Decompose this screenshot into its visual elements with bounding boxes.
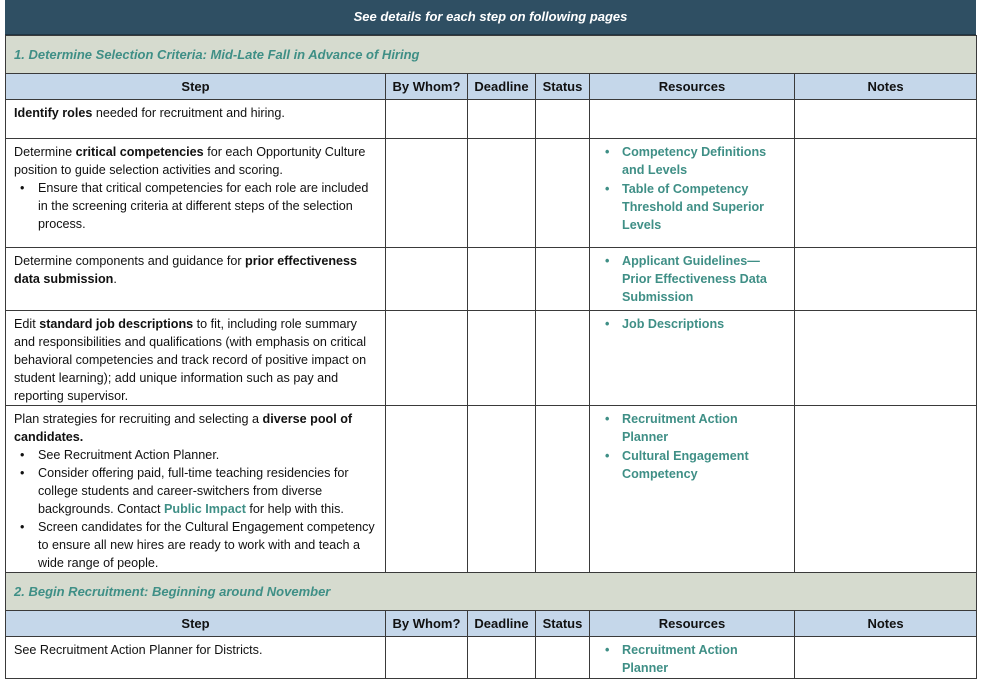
status-cell[interactable] xyxy=(536,637,590,679)
step-text xyxy=(6,248,385,288)
status-cell[interactable] xyxy=(536,139,590,248)
section-header-1 xyxy=(6,36,977,74)
notes-cell[interactable] xyxy=(795,100,977,139)
resource-link[interactable]: • Cultural Engagement Competency xyxy=(622,447,786,483)
by-whom-cell[interactable] xyxy=(386,311,468,406)
notes-cell[interactable] xyxy=(795,248,977,311)
document-page xyxy=(5,0,976,679)
resource-link[interactable]: • Job Descriptions xyxy=(622,315,786,333)
col-status: Status xyxy=(536,74,590,100)
section-title: 2. Begin Recruitment: Beginning around November xyxy=(6,573,977,611)
by-whom-cell[interactable] xyxy=(386,406,468,573)
status-cell[interactable] xyxy=(536,311,590,406)
resource-list xyxy=(598,410,786,483)
notes-cell[interactable] xyxy=(795,311,977,406)
status-cell[interactable] xyxy=(536,248,590,311)
col-deadline: Deadline xyxy=(468,74,536,100)
col-notes: Notes xyxy=(795,611,977,637)
deadline-cell[interactable] xyxy=(468,139,536,248)
by-whom-cell[interactable] xyxy=(386,248,468,311)
section-header-2 xyxy=(6,573,977,611)
step-part: Edit xyxy=(14,317,40,331)
col-step: Step xyxy=(6,611,386,637)
table-row xyxy=(6,139,977,248)
title-banner xyxy=(5,0,976,35)
step-emphasis: critical competencies xyxy=(75,145,204,159)
step-bullets xyxy=(14,446,378,572)
resource-link[interactable]: • Recruitment Action Planner xyxy=(622,641,786,677)
resource-list xyxy=(598,252,786,306)
bullet-text: Consider offering paid, full-time teaching residencies for college students and career-switchers from diverse backgrounds. Contact xyxy=(38,466,349,516)
step-emphasis: diverse pool of candidates. xyxy=(14,412,353,444)
notes-cell[interactable] xyxy=(795,406,977,573)
resource-link[interactable]: • Competency Definitions and Levels xyxy=(622,143,786,179)
notes-cell[interactable] xyxy=(795,637,977,679)
col-status: Status xyxy=(536,611,590,637)
column-header-row xyxy=(6,611,977,637)
by-whom-cell[interactable] xyxy=(386,637,468,679)
step-text xyxy=(6,100,385,122)
deadline-cell[interactable] xyxy=(468,311,536,406)
status-cell[interactable] xyxy=(536,100,590,139)
bullet-item: • Ensure that critical competencies for each role are included in the screening criteria at different steps of the selection process. xyxy=(38,179,378,233)
step-part: Determine xyxy=(14,145,76,159)
bullet-item: • Screen candidates for the Cultural Engagement competency to ensure all new hires are ready to work with and teach a wide range of people. xyxy=(38,518,378,572)
col-resources: Resources xyxy=(590,611,795,637)
by-whom-cell[interactable] xyxy=(386,139,468,248)
deadline-cell[interactable] xyxy=(468,637,536,679)
col-by-whom: By Whom? xyxy=(386,611,468,637)
table-row xyxy=(6,100,977,139)
step-part: Plan strategies for recruiting and selecting a xyxy=(14,412,263,426)
banner-subtitle: See details for each step on following pages xyxy=(353,9,628,24)
col-step: Step xyxy=(6,74,386,100)
step-emphasis: Identify roles xyxy=(14,106,93,120)
deadline-cell[interactable] xyxy=(468,248,536,311)
resources-cell xyxy=(590,100,795,139)
table-row xyxy=(6,637,977,679)
bullet-text: for help with this. xyxy=(245,502,344,516)
column-header-row xyxy=(6,74,977,100)
col-notes: Notes xyxy=(795,74,977,100)
step-part: for each Opportunity Culture position to guide selection activities and scoring. xyxy=(14,145,366,177)
bullet-item xyxy=(38,464,378,518)
col-resources: Resources xyxy=(590,74,795,100)
public-impact-link[interactable]: Public Impact xyxy=(164,502,246,516)
step-text: See Recruitment Action Planner for Districts. xyxy=(14,643,263,657)
step-part: . xyxy=(113,272,117,286)
resource-link[interactable]: • Table of Competency Threshold and Superior Levels xyxy=(622,180,786,234)
notes-cell[interactable] xyxy=(795,139,977,248)
step-text xyxy=(6,311,385,405)
step-rest: needed for recruitment and hiring. xyxy=(92,106,285,120)
resource-link[interactable]: • Applicant Guidelines—Prior Effectiveness Data Submission xyxy=(622,252,786,306)
deadline-cell[interactable] xyxy=(468,100,536,139)
resource-list xyxy=(598,143,786,234)
resource-list xyxy=(598,315,786,333)
deadline-cell[interactable] xyxy=(468,406,536,573)
table-row xyxy=(6,311,977,406)
step-text xyxy=(6,139,385,233)
step-part: to fit, including role summary and responsibilities and qualifications (with emphasis on critical behavioral competencies and track record of positive impact on student learning); add unique information such as pay and reporting supervisor. xyxy=(14,317,367,403)
by-whom-cell[interactable] xyxy=(386,100,468,139)
table-row xyxy=(6,406,977,573)
step-text xyxy=(6,406,385,572)
col-deadline: Deadline xyxy=(468,611,536,637)
checklist-table xyxy=(5,35,977,679)
status-cell[interactable] xyxy=(536,406,590,573)
resource-link[interactable]: • Recruitment Action Planner xyxy=(622,410,786,446)
step-part: Determine components and guidance for xyxy=(14,254,246,268)
step-bullets xyxy=(14,179,378,233)
table-row xyxy=(6,248,977,311)
resource-list xyxy=(598,641,786,677)
section-title: 1. Determine Selection Criteria: Mid-Late Fall in Advance of Hiring xyxy=(6,36,977,74)
step-emphasis: prior effectiveness data submission xyxy=(14,254,358,286)
bullet-item: • See Recruitment Action Planner. xyxy=(38,446,378,464)
step-emphasis: standard job descriptions xyxy=(39,317,194,331)
col-by-whom: By Whom? xyxy=(386,74,468,100)
